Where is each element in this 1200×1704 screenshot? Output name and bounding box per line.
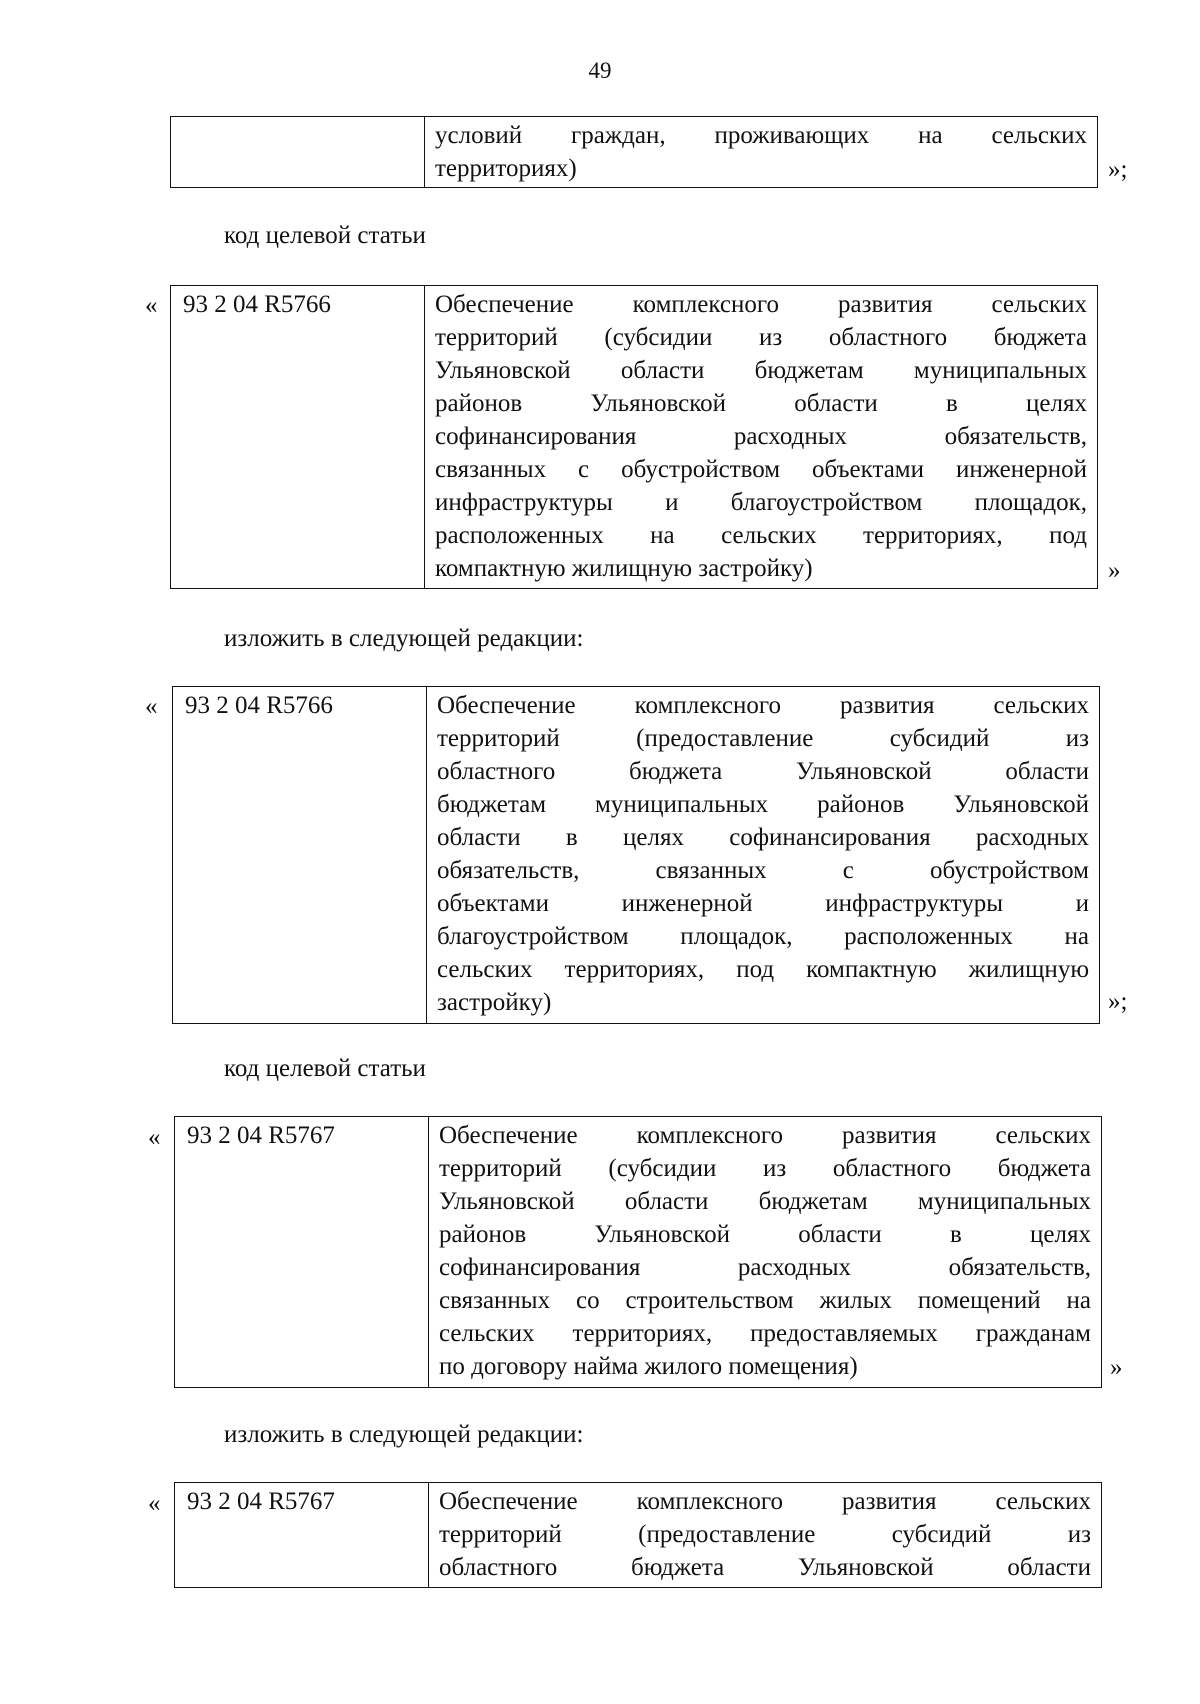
description-line: областного бюджета Ульяновской области: [439, 1554, 1091, 1581]
description-line: Ульяновской области бюджетам муниципальных: [439, 1188, 1091, 1215]
description-line: условий граждан, проживающих на сельских: [435, 122, 1087, 149]
description-line: софинансирования расходных обязательств,: [435, 423, 1087, 450]
description-line: сельских территориях, предоставляемых гражданам: [439, 1320, 1091, 1347]
description-line: Обеспечение комплексного развития сельских: [439, 1488, 1091, 1515]
description-line: расположенных на сельских территориях, под: [435, 522, 1087, 549]
paragraph-new-edition: изложить в следующей редакции:: [224, 1421, 584, 1448]
paragraph-target-code: код целевой статьи: [224, 1055, 426, 1082]
code-table-continuation: [170, 116, 1098, 188]
description-line: территориях): [435, 155, 577, 182]
code-table-old-r5766: [170, 285, 1098, 589]
closing-quote: »;: [1108, 988, 1128, 1015]
code-table-old-r5767: [174, 1116, 1102, 1388]
paragraph-target-code: код целевой статьи: [224, 222, 426, 249]
description-line: Обеспечение комплексного развития сельских: [437, 692, 1089, 719]
paragraph-new-edition: изложить в следующей редакции:: [224, 625, 584, 652]
description-cell: [425, 117, 1097, 187]
closing-quote: »;: [1108, 156, 1128, 183]
opening-quote: «: [145, 292, 158, 319]
description-line: связанных со строительством жилых помещений на: [439, 1287, 1091, 1314]
description-line: бюджетам муниципальных районов Ульяновской: [437, 791, 1089, 818]
description-line: территорий (предоставление субсидий из: [439, 1521, 1091, 1548]
opening-quote: «: [148, 1490, 161, 1517]
description-line: областного бюджета Ульяновской области: [437, 758, 1089, 785]
code-cell: 93 2 04 R5767: [175, 1117, 429, 1387]
description-line: Обеспечение комплексного развития сельских: [439, 1122, 1091, 1149]
description-line: связанных с обустройством объектами инженерной: [435, 456, 1087, 483]
description-line: инфраструктуры и благоустройством площадок,: [435, 489, 1087, 516]
code-cell: 93 2 04 R5766: [173, 687, 427, 1023]
description-line: компактную жилищную застройку): [435, 555, 813, 582]
description-line: сельских территориях, под компактную жилищную: [437, 956, 1089, 983]
code-table-new-r5767: [174, 1482, 1102, 1588]
description-line: территорий (предоставление субсидий из: [437, 725, 1089, 752]
code-cell: 93 2 04 R5766: [171, 286, 425, 588]
description-line: Ульяновской области бюджетам муниципальных: [435, 357, 1087, 384]
page-number: 49: [588, 58, 612, 83]
description-line: благоустройством площадок, расположенных на: [437, 923, 1089, 950]
description-line: районов Ульяновской области в целях: [439, 1221, 1091, 1248]
description-line: застройку): [437, 989, 552, 1016]
description-line: софинансирования расходных обязательств,: [439, 1254, 1091, 1281]
code-cell: [171, 117, 425, 187]
description-cell: [429, 1117, 1101, 1387]
closing-quote: »: [1108, 557, 1121, 584]
code-table-new-r5766: [172, 686, 1100, 1024]
closing-quote: »: [1110, 1354, 1123, 1381]
description-cell: [425, 286, 1097, 588]
description-line: территорий (субсидии из областного бюджета: [435, 324, 1087, 351]
description-cell: [427, 687, 1099, 1023]
description-line: районов Ульяновской области в целях: [435, 390, 1087, 417]
code-cell: 93 2 04 R5767: [175, 1483, 429, 1587]
description-line: Обеспечение комплексного развития сельских: [435, 291, 1087, 318]
description-line: объектами инженерной инфраструктуры и: [437, 890, 1089, 917]
description-line: территорий (субсидии из областного бюджета: [439, 1155, 1091, 1182]
description-line: области в целях софинансирования расходных: [437, 824, 1089, 851]
opening-quote: «: [148, 1124, 161, 1151]
description-line: по договору найма жилого помещения): [439, 1353, 858, 1380]
opening-quote: «: [145, 693, 158, 720]
description-cell: [429, 1483, 1101, 1587]
description-line: обязательств, связанных с обустройством: [437, 857, 1089, 884]
